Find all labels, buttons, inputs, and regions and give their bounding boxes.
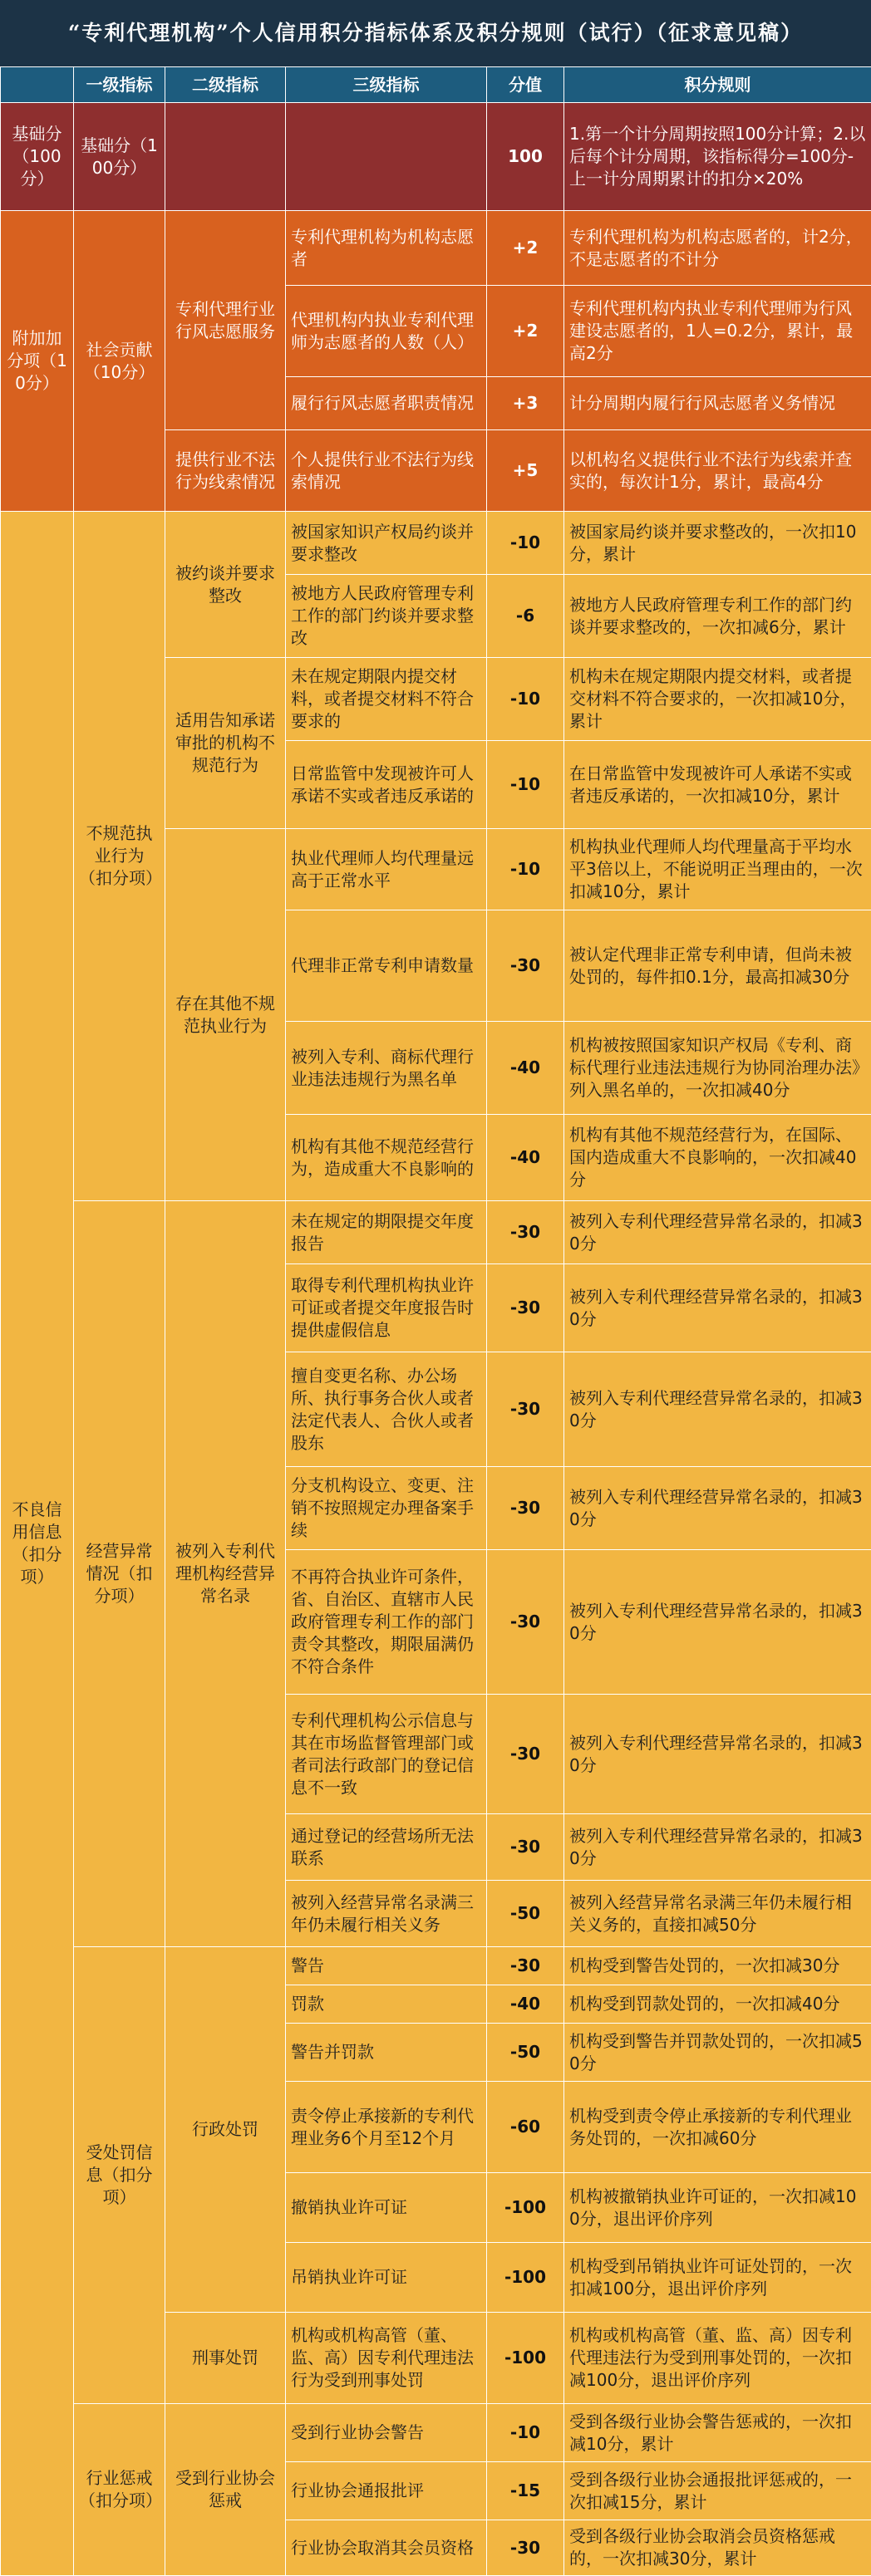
level3-cell: 受到行业协会警告 bbox=[286, 2404, 487, 2462]
level3-cell: 通过登记的经营场所无法联系 bbox=[286, 1814, 487, 1881]
score-cell: -30 bbox=[487, 1264, 564, 1352]
table-row bbox=[1, 1201, 871, 1264]
level3-cell: 被国家知识产权局约谈并要求整改 bbox=[286, 512, 487, 575]
page-title: “专利代理机构”个人信用积分指标体系及积分规则（试行）（征求意见稿） bbox=[0, 0, 871, 66]
rule-cell: 机构未在规定期限内提交材料，或者提交材料不符合要求的，一次扣减10分，累计 bbox=[564, 658, 871, 741]
rule-cell: 机构受到警告处罚的，一次扣减30分 bbox=[564, 1947, 871, 1985]
score-cell: -30 bbox=[487, 1550, 564, 1695]
score-cell: -40 bbox=[487, 1115, 564, 1201]
level3-cell: 个人提供行业不法行为线索情况 bbox=[286, 430, 487, 512]
level3-cell: 行业协会通报批评 bbox=[286, 2462, 487, 2520]
level2-cell bbox=[165, 103, 286, 211]
rule-cell: 机构执业代理师人均代理量高于平均水平3倍以上，不能说明正当理由的，一次扣减10分，累计 bbox=[564, 829, 871, 910]
score-cell: -10 bbox=[487, 512, 564, 575]
level2-cell: 提供行业不法行为线索情况 bbox=[165, 430, 286, 512]
level3-cell: 机构有其他不规范经营行为，造成重大不良影响的 bbox=[286, 1115, 487, 1201]
score-cell: +2 bbox=[487, 286, 564, 377]
level3-cell: 未在规定期限内提交材料，或者提交材料不符合要求的 bbox=[286, 658, 487, 741]
score-cell: -10 bbox=[487, 658, 564, 741]
level3-cell: 警告并罚款 bbox=[286, 2024, 487, 2082]
rule-cell: 机构受到吊销执业许可证处罚的，一次扣减100分，退出评价序列 bbox=[564, 2243, 871, 2313]
rule-cell: 被列入专利代理经营异常名录的，扣减30分 bbox=[564, 1814, 871, 1881]
level3-cell: 代理机构内执业专利代理师为志愿者的人数（人） bbox=[286, 286, 487, 377]
score-cell: -30 bbox=[487, 1201, 564, 1264]
score-cell: -100 bbox=[487, 2243, 564, 2313]
level3-cell: 专利代理机构为机构志愿者 bbox=[286, 211, 487, 286]
rule-cell: 被列入专利代理经营异常名录的，扣减30分 bbox=[564, 1352, 871, 1467]
score-cell: 100 bbox=[487, 103, 564, 211]
rule-cell: 专利代理机构内执业专利代理师为行风建设志愿者的，1人=0.2分，累计，最高2分 bbox=[564, 286, 871, 377]
rule-cell: 被认定代理非正常专利申请，但尚未被处罚的，每件扣0.1分，最高扣减30分 bbox=[564, 910, 871, 1022]
score-cell: +3 bbox=[487, 377, 564, 430]
score-cell: -6 bbox=[487, 575, 564, 658]
level3-cell: 日常监管中发现被许可人承诺不实或者违反承诺的 bbox=[286, 741, 487, 829]
score-cell: -50 bbox=[487, 2024, 564, 2082]
header-score: 分值 bbox=[487, 67, 564, 103]
level2-cell: 存在其他不规范执业行为 bbox=[165, 829, 286, 1201]
rule-cell: 被国家局约谈并要求整改的，一次扣10分，累计 bbox=[564, 512, 871, 575]
header-level2: 二级指标 bbox=[165, 67, 286, 103]
rule-cell: 机构被按照国家知识产权局《专利、商标代理行业违法违规行为协同治理办法》列入黑名单的，一次扣减40分 bbox=[564, 1022, 871, 1115]
level3-cell: 擅自变更名称、办公场所、执行事务合伙人或者法定代表人、合伙人或者股东 bbox=[286, 1352, 487, 1467]
level3-cell: 机构或机构高管（董、监、高）因专利代理违法行为受到刑事处罚 bbox=[286, 2313, 487, 2404]
level3-cell: 警告 bbox=[286, 1947, 487, 1985]
level1-cell: 经营异常情况（扣分项） bbox=[74, 1201, 165, 1947]
score-cell: -10 bbox=[487, 829, 564, 910]
rule-cell: 被列入专利代理经营异常名录的，扣减30分 bbox=[564, 1201, 871, 1264]
rule-cell: 在日常监管中发现被许可人承诺不实或者违反承诺的，一次扣减10分，累计 bbox=[564, 741, 871, 829]
score-cell: +2 bbox=[487, 211, 564, 286]
level3-cell: 取得专利代理机构执业许可证或者提交年度报告时提供虚假信息 bbox=[286, 1264, 487, 1352]
category-cell: 基础分（100分） bbox=[1, 103, 74, 211]
score-cell: -30 bbox=[487, 910, 564, 1022]
level3-cell: 履行行风志愿者职责情况 bbox=[286, 377, 487, 430]
level2-cell: 被列入专利代理机构经营异常名录 bbox=[165, 1201, 286, 1947]
score-cell: -40 bbox=[487, 1985, 564, 2024]
score-cell: +5 bbox=[487, 430, 564, 512]
rule-cell: 机构受到罚款处罚的，一次扣减40分 bbox=[564, 1985, 871, 2024]
level2-cell: 受到行业协会惩戒 bbox=[165, 2404, 286, 2576]
header-level1: 一级指标 bbox=[74, 67, 165, 103]
level2-cell: 刑事处罚 bbox=[165, 2313, 286, 2404]
level3-cell: 撤销执业许可证 bbox=[286, 2173, 487, 2243]
level1-cell: 受处罚信息（扣分项） bbox=[74, 1947, 165, 2404]
category-cell: 不良信用信息（扣分项） bbox=[1, 512, 74, 2576]
header-category bbox=[1, 67, 74, 103]
rule-cell: 机构被撤销执业许可证的，一次扣减100分，退出评价序列 bbox=[564, 2173, 871, 2243]
level3-cell: 行业协会取消其会员资格 bbox=[286, 2520, 487, 2576]
level3-cell: 执业代理师人均代理量远高于正常水平 bbox=[286, 829, 487, 910]
table-row bbox=[1, 512, 871, 575]
score-cell: -40 bbox=[487, 1022, 564, 1115]
level1-cell: 不规范执业行为（扣分项） bbox=[74, 512, 165, 1201]
level3-cell: 不再符合执业许可条件，省、自治区、直辖市人民政府管理专利工作的部门责令其整改，期限届满仍不符合条件 bbox=[286, 1550, 487, 1695]
rule-cell: 机构受到责令停止承接新的专利代理业务处罚的，一次扣减60分 bbox=[564, 2082, 871, 2173]
level3-cell: 代理非正常专利申请数量 bbox=[286, 910, 487, 1022]
rules-table bbox=[0, 66, 871, 2576]
rule-cell: 被列入专利代理经营异常名录的，扣减30分 bbox=[564, 1550, 871, 1695]
score-cell: -15 bbox=[487, 2462, 564, 2520]
level3-cell: 吊销执业许可证 bbox=[286, 2243, 487, 2313]
score-cell: -30 bbox=[487, 2520, 564, 2576]
rule-cell: 计分周期内履行行风志愿者义务情况 bbox=[564, 377, 871, 430]
table-row bbox=[1, 2404, 871, 2462]
level3-cell: 被列入经营异常名录满三年仍未履行相关义务 bbox=[286, 1881, 487, 1947]
rule-cell: 受到各级行业协会警告惩戒的，一次扣减10分，累计 bbox=[564, 2404, 871, 2462]
rule-cell: 机构受到警告并罚款处罚的，一次扣减50分 bbox=[564, 2024, 871, 2082]
rule-cell: 受到各级行业协会通报批评惩戒的，一次扣减15分，累计 bbox=[564, 2462, 871, 2520]
rule-cell: 被列入专利代理经营异常名录的，扣减30分 bbox=[564, 1467, 871, 1550]
level1-cell: 基础分（100分） bbox=[74, 103, 165, 211]
rule-cell: 专利代理机构为机构志愿者的，计2分，不是志愿者的不计分 bbox=[564, 211, 871, 286]
category-cell: 附加加分项（10分） bbox=[1, 211, 74, 512]
rule-cell: 被列入经营异常名录满三年仍未履行相关义务的，直接扣减50分 bbox=[564, 1881, 871, 1947]
score-cell: -100 bbox=[487, 2313, 564, 2404]
score-cell: -100 bbox=[487, 2173, 564, 2243]
rule-cell: 被地方人民政府管理专利工作的部门约谈并要求整改的，一次扣减6分，累计 bbox=[564, 575, 871, 658]
table-row bbox=[1, 1947, 871, 1985]
level3-cell: 罚款 bbox=[286, 1985, 487, 2024]
level3-cell: 被列入专利、商标代理行业违法违规行为黑名单 bbox=[286, 1022, 487, 1115]
level2-cell: 行政处罚 bbox=[165, 1947, 286, 2313]
level1-cell: 行业惩戒（扣分项） bbox=[74, 2404, 165, 2576]
rule-cell: 受到各级行业协会取消会员资格惩戒的，一次扣减30分，累计 bbox=[564, 2520, 871, 2576]
table-row bbox=[1, 211, 871, 286]
header-rule: 积分规则 bbox=[564, 67, 871, 103]
score-cell: -10 bbox=[487, 2404, 564, 2462]
rule-cell: 被列入专利代理经营异常名录的，扣减30分 bbox=[564, 1264, 871, 1352]
level2-cell: 被约谈并要求整改 bbox=[165, 512, 286, 658]
level3-cell: 责令停止承接新的专利代理业务6个月至12个月 bbox=[286, 2082, 487, 2173]
level3-cell: 分支机构设立、变更、注销不按照规定办理备案手续 bbox=[286, 1467, 487, 1550]
rule-cell: 以机构名义提供行业不法行为线索并查实的，每次计1分，累计，最高4分 bbox=[564, 430, 871, 512]
rule-cell: 机构或机构高管（董、监、高）因专利代理违法行为受到刑事处罚的，一次扣减100分，退出评价序列 bbox=[564, 2313, 871, 2404]
score-cell: -50 bbox=[487, 1881, 564, 1947]
level2-cell: 专利代理行业行风志愿服务 bbox=[165, 211, 286, 430]
level3-cell: 被地方人民政府管理专利工作的部门约谈并要求整改 bbox=[286, 575, 487, 658]
rule-cell: 1.第一个计分周期按照100分计算；2.以后每个计分周期，该指标得分=100分-上一计分周期累计的扣分×20% bbox=[564, 103, 871, 211]
rule-cell: 机构有其他不规范经营行为，在国际、国内造成重大不良影响的，一次扣减40分 bbox=[564, 1115, 871, 1201]
level3-cell: 未在规定的期限提交年度报告 bbox=[286, 1201, 487, 1264]
table-row bbox=[1, 103, 871, 211]
level2-cell: 适用告知承诺审批的机构不规范行为 bbox=[165, 658, 286, 829]
level3-cell: 专利代理机构公示信息与其在市场监督管理部门或者司法行政部门的登记信息不一致 bbox=[286, 1695, 487, 1814]
score-cell: -30 bbox=[487, 1814, 564, 1881]
score-cell: -30 bbox=[487, 1695, 564, 1814]
header-level3: 三级指标 bbox=[286, 67, 487, 103]
rule-cell: 被列入专利代理经营异常名录的，扣减30分 bbox=[564, 1695, 871, 1814]
score-cell: -30 bbox=[487, 1467, 564, 1550]
level3-cell bbox=[286, 103, 487, 211]
table-header-row bbox=[1, 67, 871, 103]
score-cell: -30 bbox=[487, 1352, 564, 1467]
score-cell: -60 bbox=[487, 2082, 564, 2173]
level1-cell: 社会贡献（10分） bbox=[74, 211, 165, 512]
score-cell: -10 bbox=[487, 741, 564, 829]
score-cell: -30 bbox=[487, 1947, 564, 1985]
